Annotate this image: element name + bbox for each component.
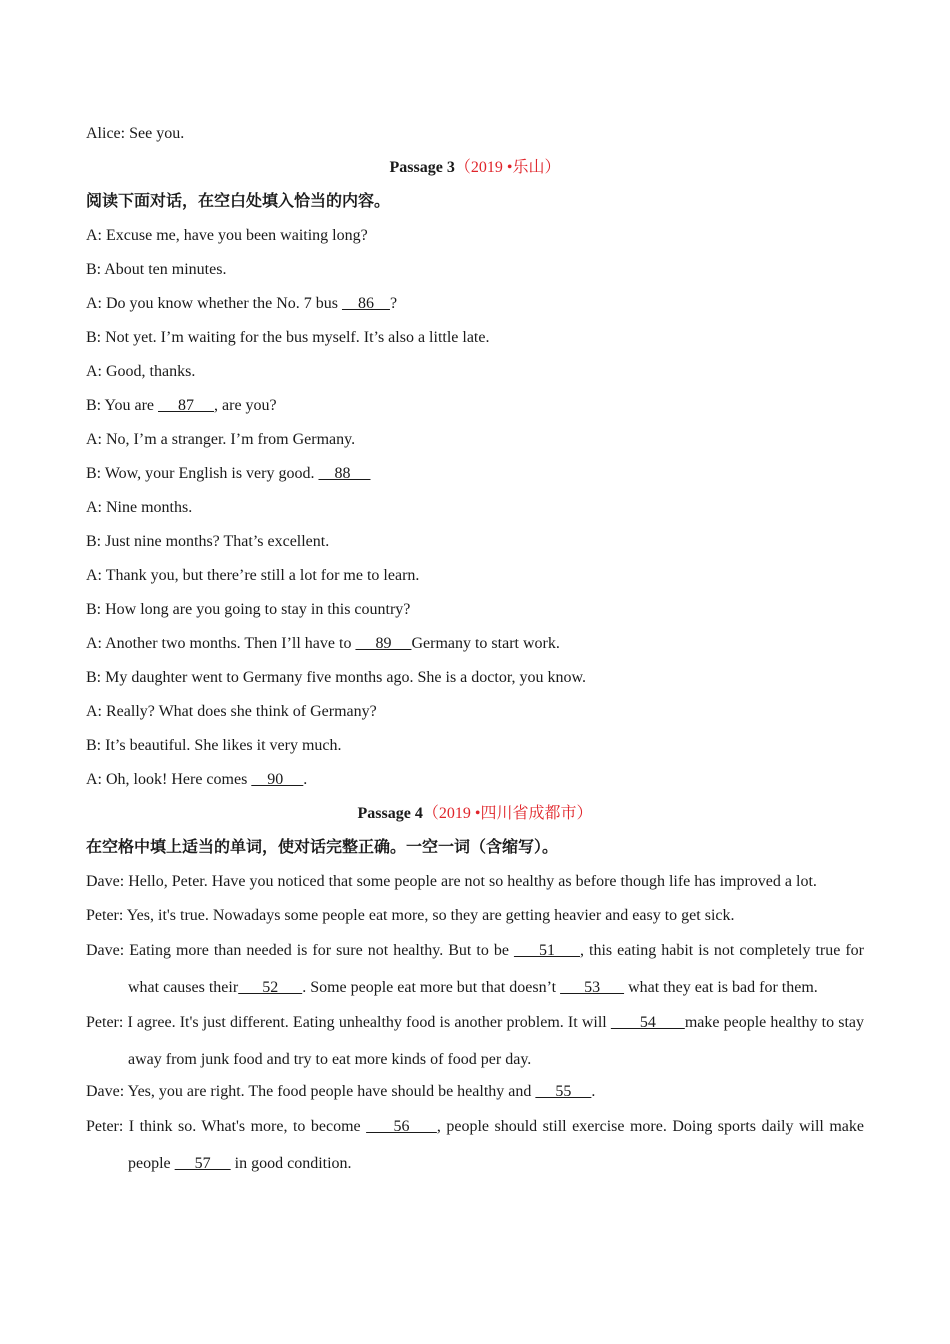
dialogue-line: A: No, I’m a stranger. I’m from Germany. [86,431,356,448]
line-text: Peter: I agree. It's just different. Eating unhealthy food is another problem. It will [86,1014,611,1031]
line-text: . [591,1083,596,1100]
dialogue-line: Alice: See you. [86,125,185,142]
line-text: ? [389,295,398,312]
passage-4-heading [86,804,864,838]
dialogue-line: B: It’s beautiful. She likes it very much. [86,737,342,754]
blank-51: 51 [513,942,581,959]
line-text: Dave: Eating more than needed is for sure not healthy. But to be [86,942,514,959]
blank-87: 87 [158,397,215,414]
passage-title: Passage 3 [389,159,455,176]
line-text: , are you? [214,397,277,414]
line-text: A: Oh, look! Here comes [86,771,252,788]
blank-89: 89 [355,635,412,652]
dialogue-line: B: Just nine months? That’s excellent. [86,533,330,550]
dialogue-line [86,770,864,804]
blank-56: 56 [366,1118,437,1135]
dialogue-line: A: Nine months. [86,499,193,516]
line-text: , people should still exercise more. Doing sports daily will make people [128,1118,864,1172]
line-text: A: Do you know whether the No. 7 bus [86,295,342,312]
passage-4-instruction: 在空格中填上适当的单词，使对话完整正确。一空一词（含缩写）。 [86,839,559,856]
dialogue-line: A: Excuse me, have you been waiting long? [86,227,368,244]
line-text: Germany to start work. [411,635,560,652]
blank-54: 54 [610,1014,685,1031]
dialogue-line: A: Good, thanks. [86,363,196,380]
line-text: . Some people eat more but that doesn’t [302,979,561,996]
line-text: B: You are [86,397,159,414]
line-text: . [303,771,308,788]
dialogue-line: B: Not yet. I’m waiting for the bus myself. It’s also a little late. [86,329,490,346]
blank-88: 88 [318,465,371,482]
blank-55: 55 [535,1083,592,1100]
dialogue-line: Peter: Yes, it's true. Nowadays some people eat more, so they are getting heavier and easy to get sick. [86,907,735,924]
line-text: B: Wow, your English is very good. [86,465,319,482]
line-text: Dave: Yes, you are right. The food people have should be healthy and [86,1083,536,1100]
blank-90: 90 [251,771,304,788]
blank-53: 53 [560,979,625,996]
dialogue-line: Dave: Hello, Peter. Have you noticed that some people are not so healthy as before though life has improved a lot. [86,873,817,890]
blank-57: 57 [174,1155,231,1172]
document-page [86,124,864,1186]
line-text: what they eat is bad for them. [624,979,818,996]
line-text: A: Another two months. Then I’ll have to [86,635,356,652]
passage-source: （2019 •四川省成都市） [422,805,593,822]
dialogue-line: B: My daughter went to Germany five months ago. She is a doctor, you know. [86,669,587,686]
line-text: in good condition. [230,1155,352,1172]
dialogue-line: A: Thank you, but there’re still a lot for me to learn. [86,567,420,584]
dialogue-line [86,396,864,430]
dialogue-line: B: About ten minutes. [86,261,227,278]
dialogue-paragraph [86,932,864,1006]
dialogue-line: B: How long are you going to stay in this country? [86,601,411,618]
line-text: make people healthy to stay away from junk food and try to eat more kinds of food per day. [128,1014,864,1068]
passage-3-instruction: 阅读下面对话，在空白处填入恰当的内容。 [86,193,391,210]
dialogue-paragraph [86,1108,864,1182]
dialogue-paragraph [86,1004,864,1078]
passage-title: Passage 4 [357,805,423,822]
blank-86: 86 [341,295,390,312]
dialogue-line [86,634,864,668]
dialogue-line: A: Really? What does she think of Germany? [86,703,377,720]
line-text: , this eating habit is not completely true for what causes their [128,942,865,996]
passage-3-heading [86,158,864,192]
dialogue-line [86,294,864,328]
blank-52: 52 [238,979,303,996]
dialogue-line [86,464,864,498]
passage-source: （2019 •乐山） [454,159,561,176]
line-text: Peter: I think so. What's more, to become [86,1118,367,1135]
